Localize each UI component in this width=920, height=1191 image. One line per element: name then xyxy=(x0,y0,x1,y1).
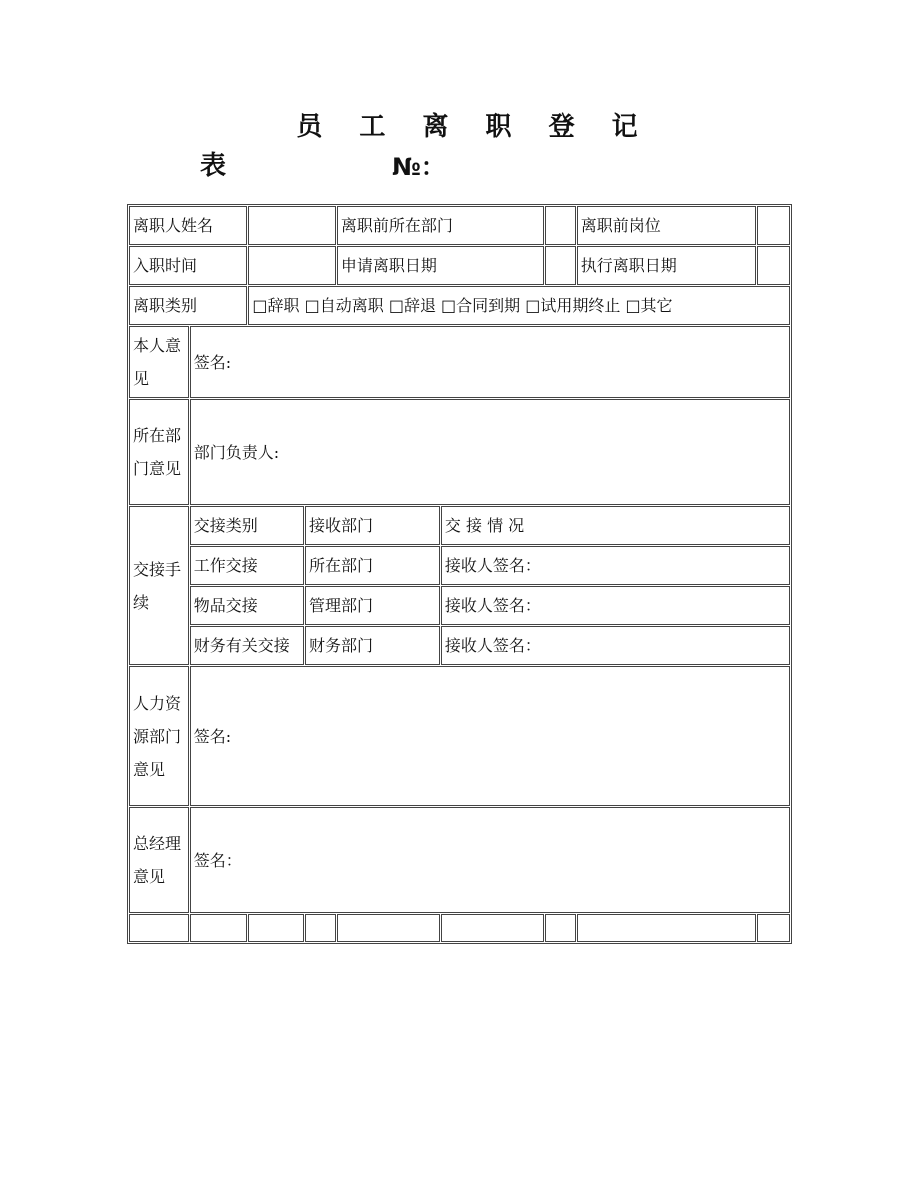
employee-name-field[interactable] xyxy=(248,206,336,245)
handover-row xyxy=(129,546,790,585)
self-opinion-sign[interactable]: 签名: xyxy=(190,326,790,398)
apply-date-field[interactable] xyxy=(545,246,576,285)
join-date-label: 入职时间 xyxy=(129,246,247,285)
execute-date-field[interactable] xyxy=(757,246,790,285)
resignation-category-label: 离职类别 xyxy=(129,286,247,325)
handover-type: 工作交接 xyxy=(190,546,304,585)
handover-dept: 管理部门 xyxy=(305,586,440,625)
handover-receiver-sign[interactable]: 接收人签名： xyxy=(441,586,790,625)
handover-label: 交接手续 xyxy=(129,506,189,665)
gm-opinion-sign[interactable]: 签名： xyxy=(190,807,790,913)
row-blank-footer xyxy=(129,914,790,942)
handover-header-row xyxy=(129,506,790,545)
blank-cell xyxy=(577,914,756,942)
handover-dept-header: 接收部门 xyxy=(305,506,440,545)
previous-department-field[interactable] xyxy=(545,206,576,245)
handover-type-header: 交接类别 xyxy=(190,506,304,545)
blank-cell xyxy=(545,914,576,942)
blank-cell xyxy=(129,914,189,942)
row-gm-opinion xyxy=(129,807,790,913)
blank-cell xyxy=(441,914,544,942)
form-number-label: №： xyxy=(392,153,445,181)
blank-cell xyxy=(248,914,304,942)
row-hr-opinion xyxy=(129,666,790,806)
row-self-opinion xyxy=(129,326,790,398)
blank-cell xyxy=(305,914,336,942)
dept-opinion-sign[interactable]: 部门负责人: xyxy=(190,399,790,505)
form-title: 员 工 离 职 登 记 xyxy=(296,112,652,142)
previous-post-field[interactable] xyxy=(757,206,790,245)
execute-date-label: 执行离职日期 xyxy=(577,246,756,285)
self-opinion-label: 本人意见 xyxy=(129,326,189,398)
blank-cell xyxy=(190,914,248,942)
form-title-continued: 表 xyxy=(200,151,227,181)
row-category xyxy=(129,286,790,325)
row-dept-opinion xyxy=(129,399,790,505)
hr-opinion-label: 人力资源部门意见 xyxy=(129,666,189,806)
apply-date-label: 申请离职日期 xyxy=(337,246,544,285)
handover-row xyxy=(129,586,790,625)
blank-cell xyxy=(337,914,440,942)
handover-row xyxy=(129,626,790,665)
resignation-form-table xyxy=(127,204,792,944)
hr-opinion-sign[interactable]: 签名: xyxy=(190,666,790,806)
join-date-field[interactable] xyxy=(248,246,336,285)
handover-dept: 所在部门 xyxy=(305,546,440,585)
handover-receiver-sign[interactable]: 接收人签名： xyxy=(441,546,790,585)
row-basic-info xyxy=(129,206,790,245)
blank-cell xyxy=(757,914,790,942)
handover-status-header: 交 接 情 况 xyxy=(441,506,790,545)
handover-dept: 财务部门 xyxy=(305,626,440,665)
handover-type: 物品交接 xyxy=(190,586,304,625)
employee-name-label: 离职人姓名 xyxy=(129,206,247,245)
resignation-category-options[interactable]: □辞职 □自动离职 □辞退 □合同到期 □试用期终止 □其它 xyxy=(248,286,790,325)
handover-type: 财务有关交接 xyxy=(190,626,304,665)
dept-opinion-label: 所在部门意见 xyxy=(129,399,189,505)
previous-department-label: 离职前所在部门 xyxy=(337,206,544,245)
previous-post-label: 离职前岗位 xyxy=(577,206,756,245)
gm-opinion-label: 总经理意见 xyxy=(129,807,189,913)
row-dates xyxy=(129,246,790,285)
handover-receiver-sign[interactable]: 接收人签名： xyxy=(441,626,790,665)
